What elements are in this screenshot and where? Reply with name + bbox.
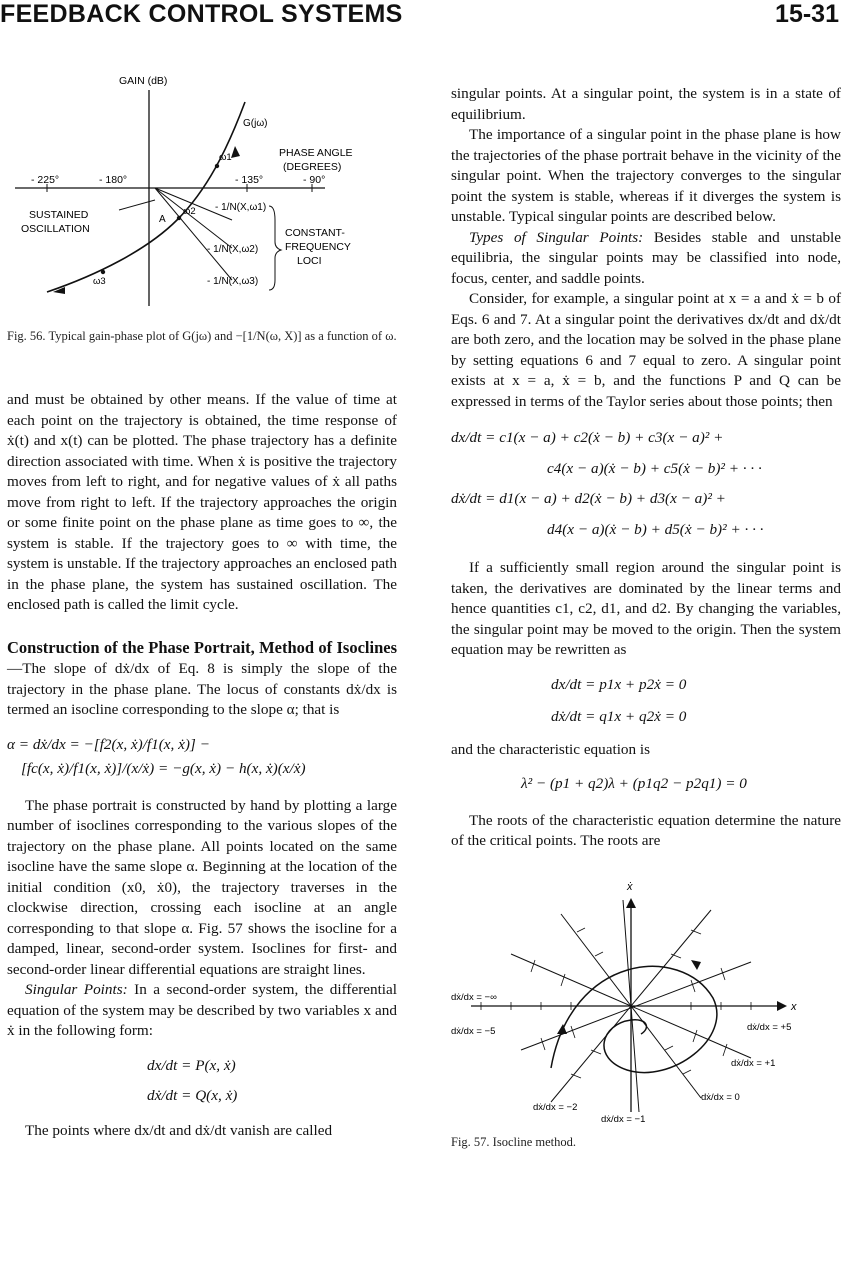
g-curve xyxy=(47,102,245,292)
isocline-label-pos-5: dẋ/dx = +5 xyxy=(747,1021,792,1033)
n3-label: - 1/N(X,ω3) xyxy=(207,276,259,287)
w2-label: ω2 xyxy=(183,206,196,217)
paragraph xyxy=(451,228,841,290)
gain-label: GAIN (dB) xyxy=(119,75,168,87)
arrowhead xyxy=(557,1024,567,1034)
frequency-label: FREQUENCY xyxy=(285,241,351,253)
left-column xyxy=(7,70,397,1141)
n2-label: - 1/N(X,ω2) xyxy=(207,244,259,255)
equation-dxdt: dx/dt = P(x, ẋ) xyxy=(147,1056,236,1074)
paragraph: The points where dx/dt and dẋ/dt vanish are called xyxy=(25,1121,333,1139)
constant-label: CONSTANT- xyxy=(285,227,345,239)
equation-linear-2: dẋ/dt = q1x + q2ẋ = 0 xyxy=(551,708,687,725)
equation-alpha-2: [fc(x, ẋ)/f1(x, ẋ)]/(x/ẋ) = −g(x, ẋ) − h(x, ẋ)(x/ẋ) xyxy=(21,760,306,777)
g-label: G(jω) xyxy=(243,118,268,129)
paragraph: The roots of the characteristic equation determine the nature of the critical points. The roots are xyxy=(451,811,841,849)
paragraph xyxy=(7,980,397,1042)
paragraph: If a sufficiently small region around the singular point is taken, the derivatives are dominated by the linear terms and hence quantities c1, c2, d1, and d2. By changing the variables, the singular point may be moved to the origin. Then the system equation may be rewritten as xyxy=(451,559,841,658)
paragraph-text: —The slope of dẋ/dx of Eq. 8 is simply the slope of the trajectory in the phase plane. The locus of constants dẋ/dx is termed an isocline corresponding to the slope α; that is xyxy=(7,660,397,718)
xdot-axis-label: ẋ xyxy=(627,880,633,893)
equation-dxdotdt: dẋ/dt = Q(x, ẋ) xyxy=(147,1087,238,1104)
point-w1 xyxy=(215,164,219,168)
characteristic-equation: λ² − (p1 + q2)λ + (p1q2 − p2q1) = 0 xyxy=(521,775,747,792)
tick-180: - 180° xyxy=(99,174,128,186)
figure-57 xyxy=(451,874,841,1124)
subheading: Singular Points: xyxy=(25,981,128,998)
point-a-label: A xyxy=(159,214,166,225)
arrowhead xyxy=(691,960,701,970)
w1-label: ω1 xyxy=(219,152,232,163)
equation-taylor-1: dx/dt = c1(x − a) + c2(ẋ − b) + c3(x − a)² + xyxy=(451,429,724,446)
phase-label: PHASE ANGLE xyxy=(279,147,353,159)
right-column xyxy=(451,84,841,1150)
paragraph: The importance of a singular point in the phase plane is how the trajectories of the phase portrait behave in the vicinity of the singular point. When the trajectory converges to the singular point the system is stable, whereas if it diverges the system is unstable. Typical singular points are described below. xyxy=(451,126,841,225)
figure-56-caption: Fig. 56. Typical gain-phase plot of G(jω) and −[1/N(ω, X)] as a function of ω. xyxy=(7,329,397,343)
running-title: FEEDBACK CONTROL SYSTEMS xyxy=(0,0,403,28)
w3-label: ω3 xyxy=(93,276,106,287)
section-heading: Construction of the Phase Portrait, Method of Isoclines xyxy=(7,637,397,657)
sustained-label: SUSTAINED xyxy=(29,209,89,221)
isocline-label-pos-1: dẋ/dx = +1 xyxy=(731,1057,776,1069)
loci-label: LOCI xyxy=(297,255,322,267)
tick-135: - 135° xyxy=(235,174,264,186)
paragraph-text: singular points. At a singular point, the system is in a state of equilibrium. xyxy=(451,85,841,123)
equation-linear-1: dx/dt = p1x + p2ẋ = 0 xyxy=(551,675,687,693)
x-axis-label: x xyxy=(791,1000,797,1013)
isocline-label-neg-inf: dẋ/dx = −∞ xyxy=(451,991,497,1003)
point-w3 xyxy=(101,270,105,274)
brace xyxy=(269,206,281,290)
equation-taylor-2: c4(x − a)(ẋ − b) + c5(ẋ − b)² + · · · xyxy=(547,459,762,477)
x-axis-arrow xyxy=(777,1001,787,1011)
equation-taylor-4: d4(x − a)(ẋ − b) + d5(ẋ − b)² + · · · xyxy=(547,520,764,538)
tick-225: - 225° xyxy=(31,174,60,186)
n1-label: - 1/N(X,ω1) xyxy=(215,202,267,213)
paragraph-text: In a second-order system, the differential equation of the system may be described by two variables x and ẋ in the following form: xyxy=(7,981,397,1039)
paragraph: and the characteristic equation is xyxy=(451,740,651,758)
equation-taylor-3: dẋ/dt = d1(x − a) + d2(ẋ − b) + d3(x − a)² + xyxy=(451,490,726,507)
paragraph: The phase portrait is constructed by hand by plotting a large number of isoclines corresponding to the various slopes of the trajectory on the phase plane. All points located on the same isocline have the same slope α. Beginning at the location of the initial condition (x0, ẋ0), the trajectory traverses in the clockwise direction, crossing each isocline at an angle corresponding to that slope α. Fig. 57 shows the isocline for a damped, linear, second-order system. Isoclines for first- and second-order linear differential equations are straight lines. xyxy=(7,796,397,978)
isocline-label-neg-2: dẋ/dx = −2 xyxy=(533,1101,578,1113)
degrees-label: (DEGREES) xyxy=(283,161,342,173)
section-paragraph xyxy=(7,638,397,721)
arrowhead xyxy=(231,146,240,158)
paragraph: Consider, for example, a singular point at x = a and ẋ = b of Eqs. 6 and 7. At a singular point the derivatives dx/dt and dẋ/dt are both zero, and the location may be solved in the phase plane by setting equations 6 and 7 equal to zero. A singular point exists at x = a, ẋ = b, and the functions P and Q can be expressed in terms of the Taylor series about those points; then xyxy=(451,290,841,410)
n-locus-2 xyxy=(155,188,232,248)
tick-90: - 90° xyxy=(303,174,326,186)
equation-alpha-1: α = dẋ/dx = −[f2(x, ẋ)/f1(x, ẋ)] − xyxy=(7,735,210,753)
figure-57-caption: Fig. 57. Isocline method. xyxy=(451,1134,576,1149)
paragraph-text: Besides stable and unstable equilibria, the singular points may be classified into node, focus, center, and saddle points. xyxy=(451,228,842,287)
isocline-label-neg-5: dẋ/dx = −5 xyxy=(451,1025,496,1037)
oscillation-label: OSCILLATION xyxy=(21,223,90,235)
isocline-label-zero: dẋ/dx = 0 xyxy=(701,1091,740,1103)
subheading: Types of Singular Points: xyxy=(469,228,644,246)
page-header xyxy=(0,0,847,36)
paragraph xyxy=(451,84,841,125)
xdot-axis-arrow xyxy=(626,898,636,908)
page-number: 15-31 xyxy=(775,0,839,28)
figure-56 xyxy=(7,70,387,310)
isocline-label-neg-1: dẋ/dx = −1 xyxy=(601,1113,646,1124)
paragraph: and must be obtained by other means. If the value of time at each point on the trajectory is obtained, the time response of ẋ(t) and x(t) can be plotted. The phase trajectory has a definite direction associated with time. When ẋ is positive the trajectory moves from left to right, and for negative values of ẋ all paths move from right to left. If the trajectory approaches the origin or some finite point on the phase plane as time goes to ∞, the system is stable. If the trajectory goes to ∞ with time, the system is unstable. If the trajectory approaches an enclosed path in the phase plane, the system has sustained oscillation. The enclosed path is called the limit cycle. xyxy=(7,391,397,613)
